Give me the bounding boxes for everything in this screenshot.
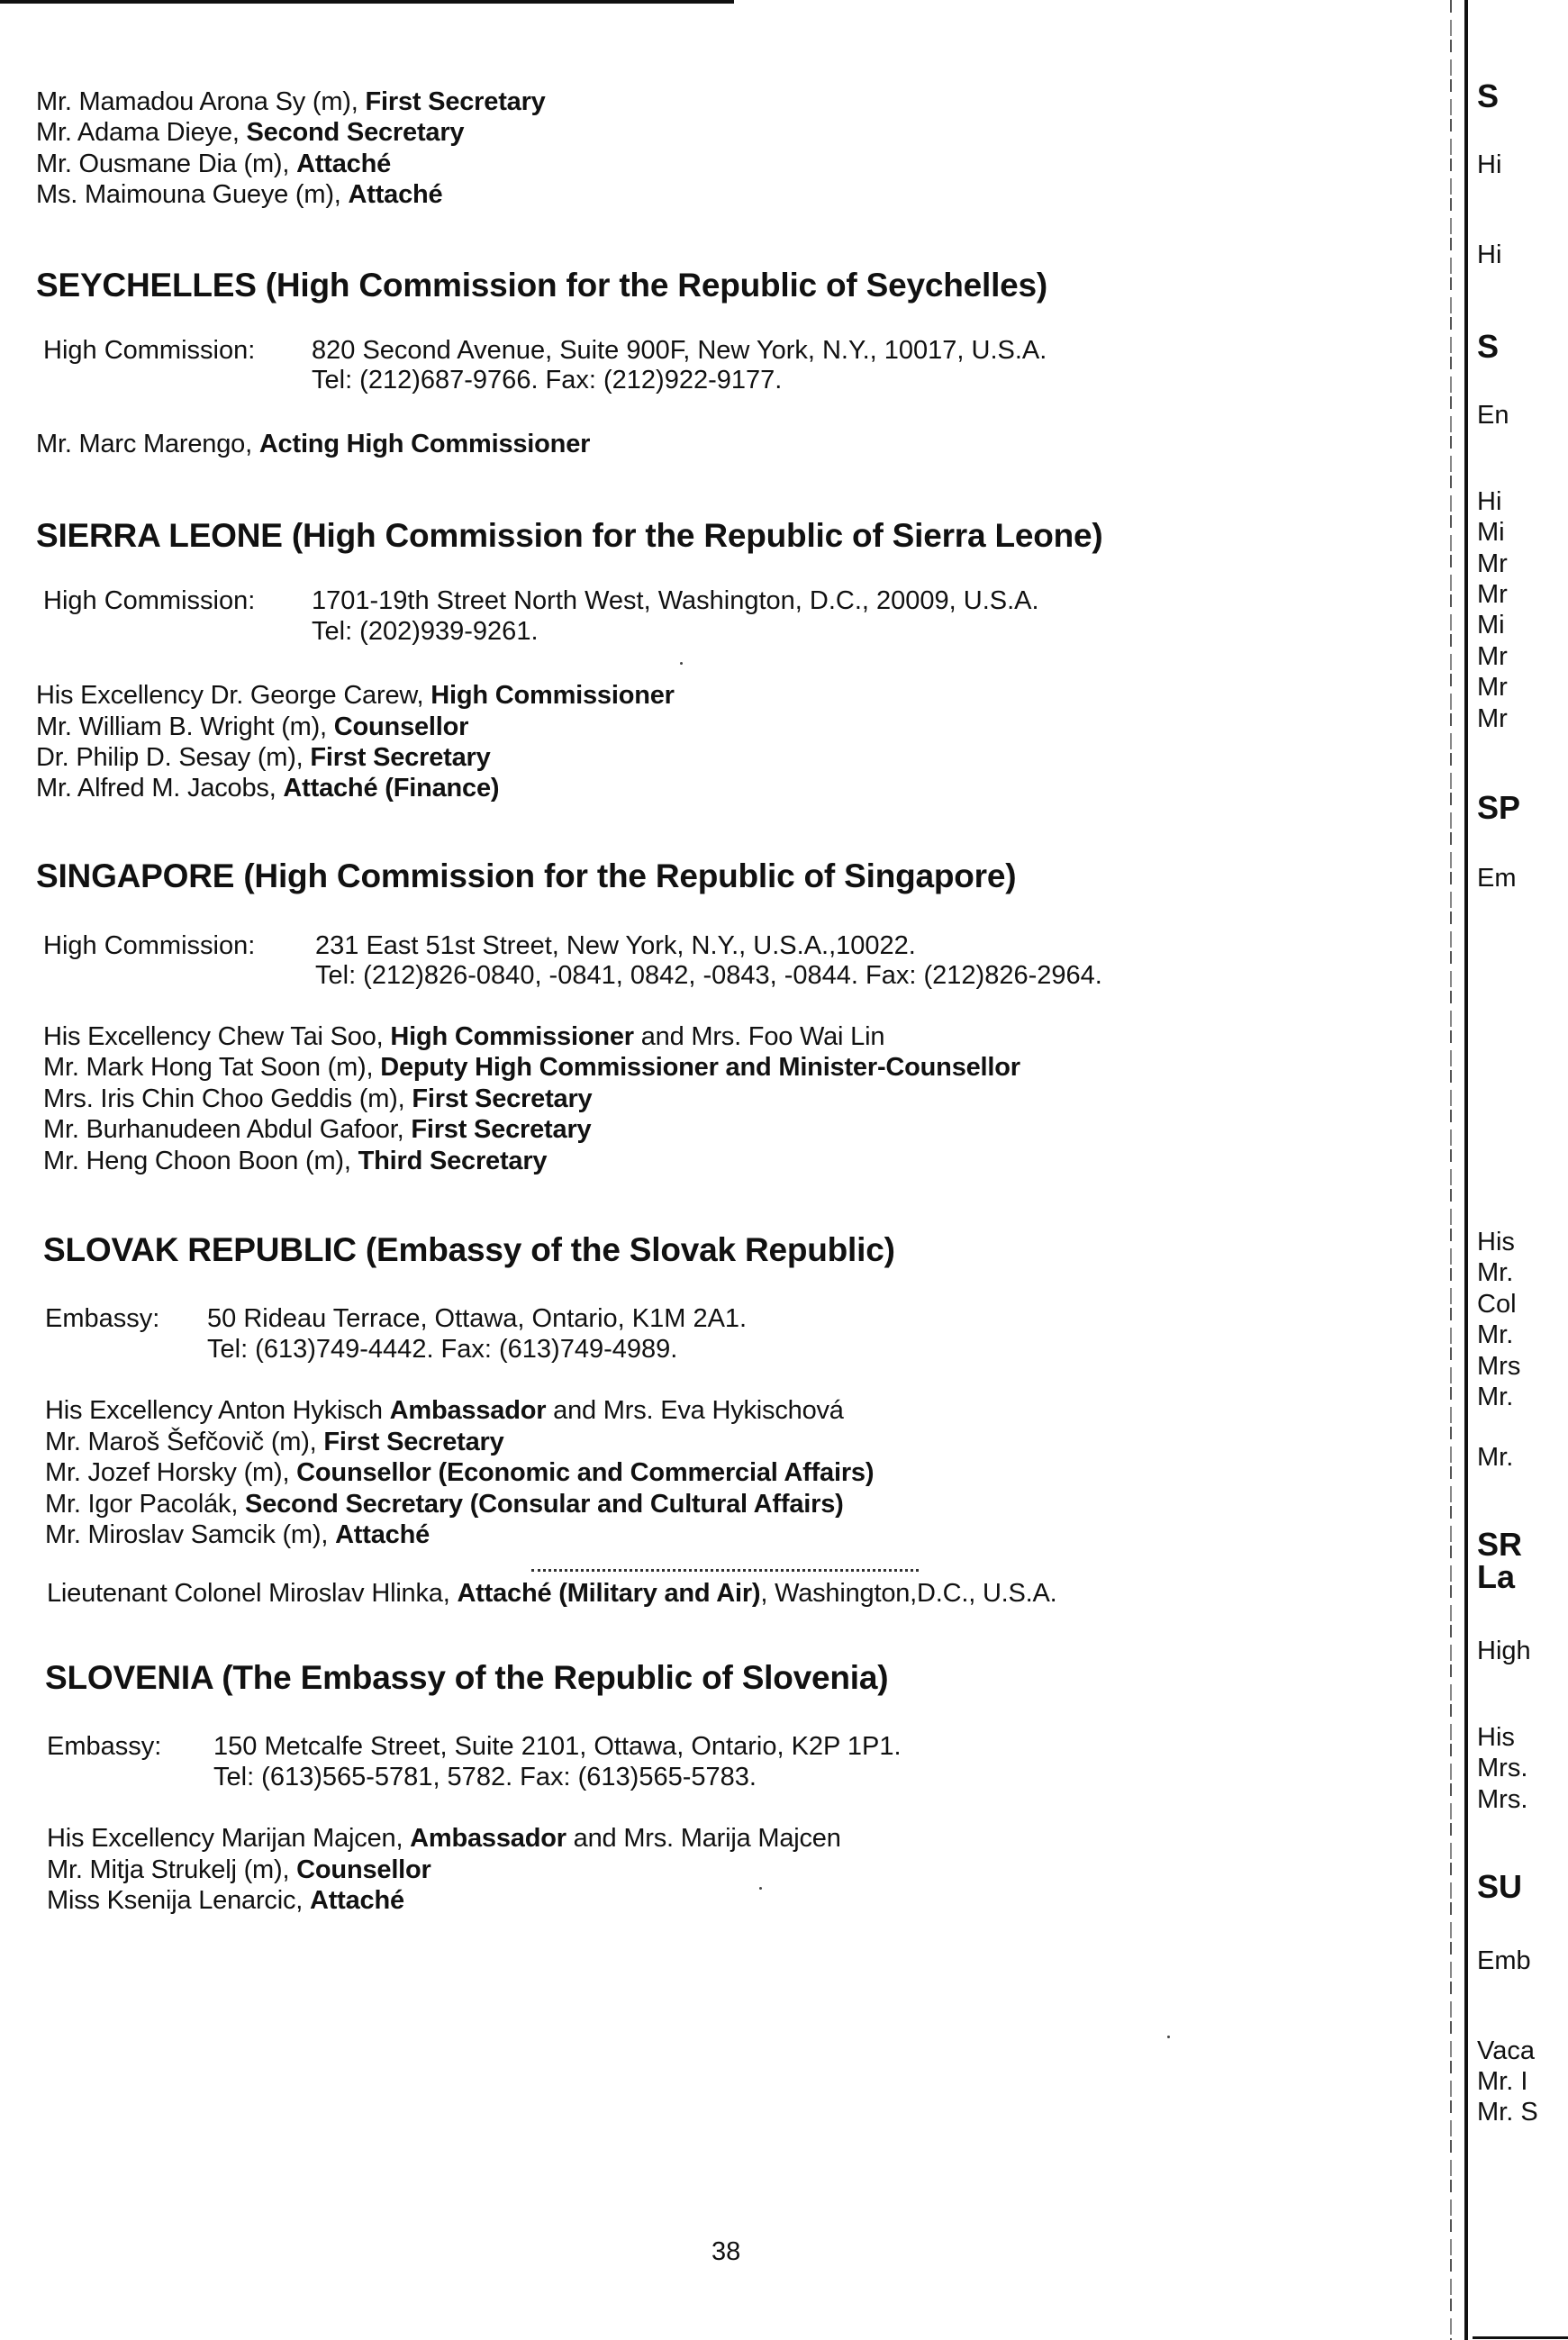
address-label: High Commission: [43,586,256,615]
edge-fragment: Hi [1477,150,1502,179]
staff-line: Lieutenant Colonel Miroslav Hlinka, Attaché (Military and Air), Washington,D.C., U.S.A. [47,1579,1057,1608]
staff-line: Mr. Adama Dieye, Second Secretary [36,118,465,147]
edge-fragment: En [1477,401,1509,430]
address-line: 1701-19th Street North West, Washington, D.C., 20009, U.S.A. [312,586,1039,615]
edge-fragment: His [1477,1723,1515,1752]
edge-fragment: SP [1477,789,1521,826]
staff-line: Mr. Mark Hong Tat Soon (m), Deputy High Commissioner and Minister-Counsellor [43,1053,1020,1082]
staff-line: Mr. Alfred M. Jacobs, Attaché (Finance) [36,774,500,803]
edge-fragment: High [1477,1637,1531,1665]
edge-fragment: Mr [1477,673,1508,702]
scan-speck [1167,2036,1170,2038]
top-rule [0,0,734,4]
staff-line: Mr. Miroslav Samcik (m), Attaché [45,1520,431,1549]
address-line: 150 Metcalfe Street, Suite 2101, Ottawa, Ontario, K2P 1P1. [213,1732,902,1761]
staff-line: His Excellency Chew Tai Soo, High Commissioner and Mrs. Foo Wai Lin [43,1022,885,1051]
section-heading: SINGAPORE (High Commission for the Republic of Singapore) [36,857,1017,894]
adjacent-page-edge [1473,0,1568,2340]
staff-line: Mr. Ousmane Dia (m), Attaché [36,150,392,178]
staff-line: Mr. Burhanudeen Abdul Gafoor, First Secretary [43,1115,592,1144]
section-heading: SEYCHELLES (High Commission for the Republic of Seychelles) [36,267,1048,304]
edge-fragment: Mi [1477,611,1505,639]
staff-line: Mr. Marc Marengo, Acting High Commissioner [36,430,591,458]
staff-line: Mr. William B. Wright (m), Counsellor [36,712,469,741]
staff-line: Mr. Heng Choon Boon (m), Third Secretary [43,1147,548,1175]
staff-line: His Excellency Marijan Majcen, Ambassador and Mrs. Marija Majcen [47,1824,841,1853]
edge-fragment: Mr [1477,704,1508,733]
edge-fragment: Em [1477,864,1517,893]
address-line: 50 Rideau Terrace, Ottawa, Ontario, K1M 2A1. [207,1304,748,1333]
edge-fragment: Mr [1477,642,1508,671]
phone-line: Tel: (212)826-0840, -0841, 0842, -0843, -0844. Fax: (212)826-2964. [315,961,1102,990]
page-number: 38 [711,2237,741,2266]
edge-fragment: S [1477,77,1500,114]
section-heading: SLOVENIA (The Embassy of the Republic of Slovenia) [45,1659,889,1696]
edge-fragment: La [1477,1558,1516,1595]
scan-speck [759,1887,762,1890]
section-heading: SIERRA LEONE (High Commission for the Republic of Sierra Leone) [36,517,1103,554]
edge-fragment: His [1477,1228,1515,1256]
edge-fragment: Mrs. [1477,1754,1528,1782]
binding-gutter-line [1450,0,1452,2340]
staff-line: Mr. Jozef Horsky (m), Counsellor (Economic and Commercial Affairs) [45,1458,875,1487]
edge-fragment: Mr [1477,549,1508,578]
staff-line: His Excellency Dr. George Carew, High Commissioner [36,681,675,710]
address-label: Embassy: [45,1304,160,1333]
staff-line: Dr. Philip D. Sesay (m), First Secretary [36,743,491,772]
phone-line: Tel: (202)939-9261. [312,617,539,646]
address-label: High Commission: [43,931,256,960]
phone-line: Tel: (212)687-9766. Fax: (212)922-9177. [312,366,783,395]
staff-line: Ms. Maimouna Gueye (m), Attaché [36,180,443,209]
address-label: Embassy: [47,1732,162,1761]
staff-line: Mr. Mitja Strukelj (m), Counsellor [47,1855,431,1884]
phone-line: Tel: (613)565-5781, 5782. Fax: (613)565-5783. [213,1763,757,1791]
edge-fragment: Mi [1477,518,1505,547]
address-line: 820 Second Avenue, Suite 900F, New York, N.Y., 10017, U.S.A. [312,336,1047,365]
staff-line: Mr. Maroš Šefčovič (m), First Secretary [45,1428,504,1456]
address-label: High Commission: [43,336,256,365]
phone-line: Tel: (613)749-4442. Fax: (613)749-4989. [207,1335,678,1364]
edge-fragment: SR [1477,1526,1523,1563]
edge-fragment: Mr [1477,580,1508,609]
edge-fragment: Emb [1477,1946,1531,1975]
edge-fragment: Mr. [1477,1383,1514,1411]
edge-fragment: Vaca [1477,2036,1535,2065]
edge-fragment: SU [1477,1868,1523,1905]
staff-line: Mr. Igor Pacolák, Second Secretary (Consular and Cultural Affairs) [45,1490,844,1519]
scan-speck [680,662,683,665]
edge-fragment: Col [1477,1290,1517,1319]
binding-gutter-edge [1464,0,1468,2340]
edge-fragment: S [1477,328,1500,365]
section-heading: SLOVAK REPUBLIC (Embassy of the Slovak Republic) [43,1231,895,1268]
edge-fragment: Mr. [1477,1443,1514,1472]
dotted-separator [531,1569,919,1572]
edge-fragment: Mr. [1477,1258,1514,1287]
edge-fragment: Hi [1477,487,1502,516]
edge-fragment: Mr. S [1477,2098,1538,2127]
staff-line: Miss Ksenija Lenarcic, Attaché [47,1886,404,1915]
edge-fragment: Mr. [1477,1320,1514,1349]
address-line: 231 East 51st Street, New York, N.Y., U.S.A.,10022. [315,931,916,960]
edge-fragment: Mr. I [1477,2067,1528,2096]
edge-fragment: Mrs. [1477,1785,1528,1814]
staff-line: Mr. Mamadou Arona Sy (m), First Secretary [36,87,546,116]
edge-fragment: Hi [1477,240,1502,269]
staff-line: His Excellency Anton Hykisch Ambassador and Mrs. Eva Hykischová [45,1396,844,1425]
edge-fragment: Mrs [1477,1352,1521,1381]
staff-line: Mrs. Iris Chin Choo Geddis (m), First Secretary [43,1084,593,1113]
